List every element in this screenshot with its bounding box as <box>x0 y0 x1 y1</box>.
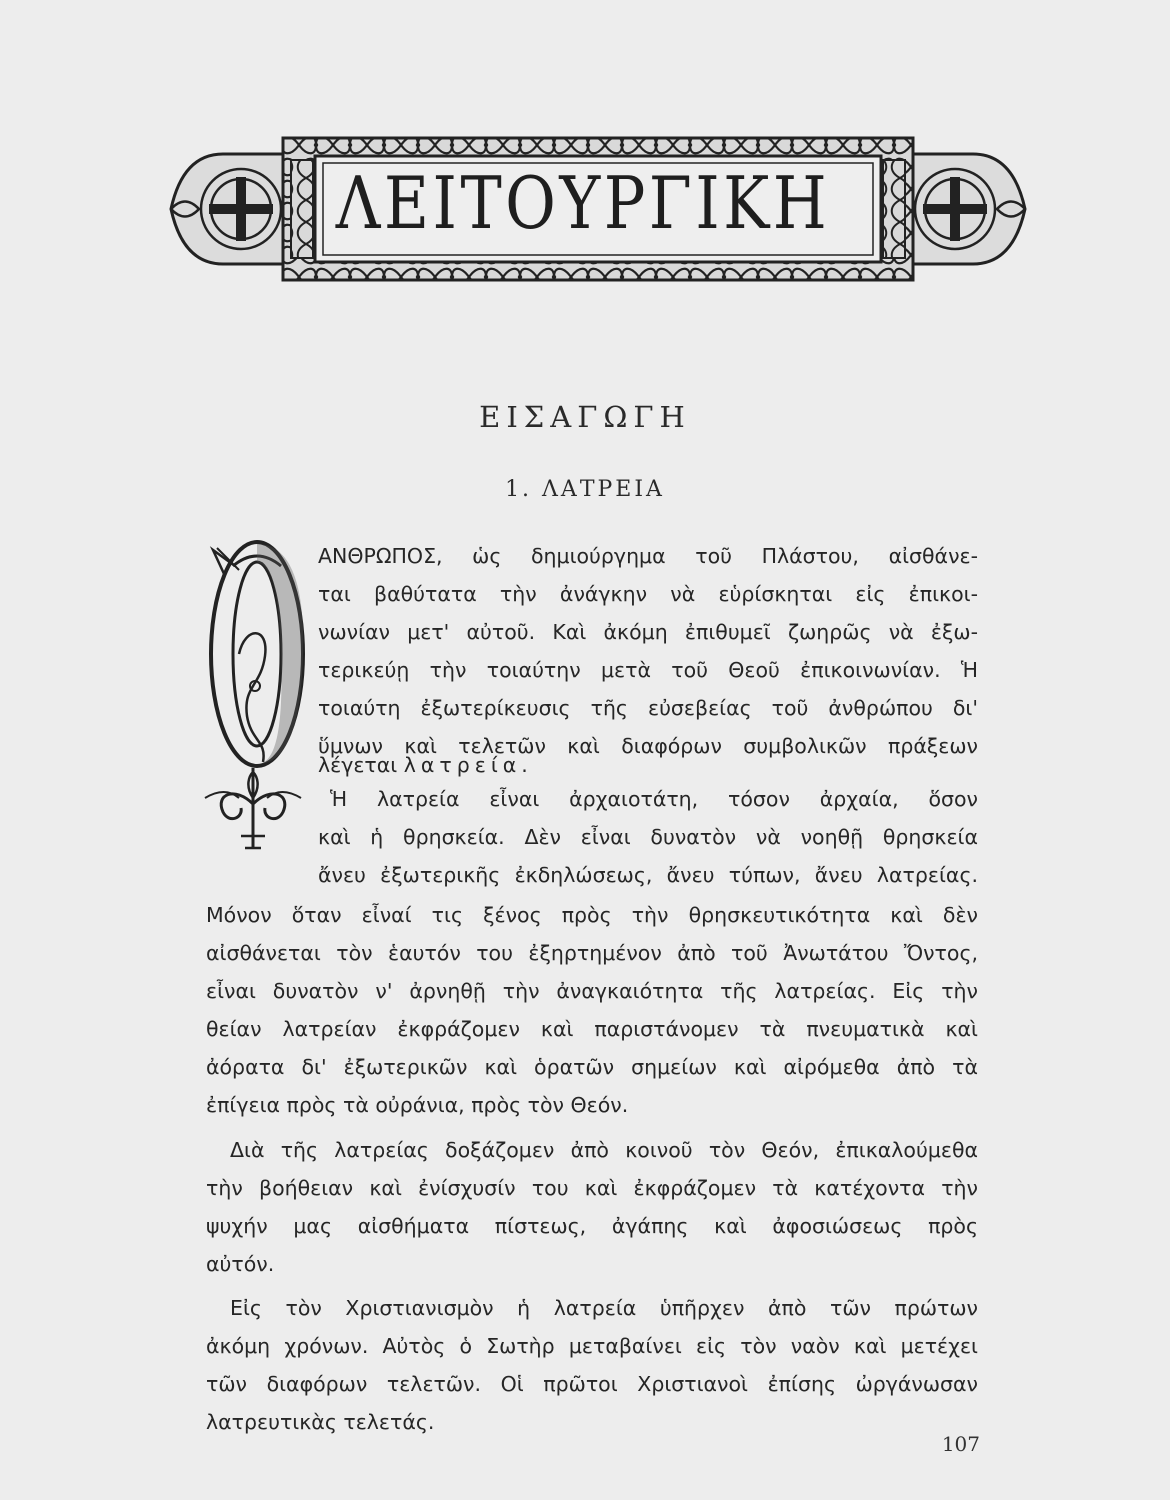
text-fragment: λέγεται <box>318 753 404 777</box>
text-fragment: . <box>521 753 528 777</box>
text-line: τῶν διαφόρων τελετῶν. Οἱ πρῶτοι Χριστιανοὶ ἐπίσης ὠργάνωσαν <box>206 1372 978 1396</box>
text-line: ἀόρατα δι' ἐξωτερικῶν καὶ ὁρατῶν σημείων καὶ αἰρόμεθα ἀπὸ τὰ <box>206 1055 978 1079</box>
text-line: τοιαύτη ἐξωτερίκευσις τῆς εὐσεβείας τοῦ ἀνθρώπου δι' <box>318 696 978 720</box>
text-line: Ἡ λατρεία εἶναι ἀρχαιοτάτη, τόσον ἀρχαία, ὅσον <box>330 787 978 811</box>
text-line: ται βαθύτατα τὴν ἀνάγκην νὰ εὑρίσκηται εἰς ἐπικοι- <box>318 582 978 606</box>
text-line: ψυχήν μας αἰσθήματα πίστεως, ἀγάπης καὶ ἀφοσιώσεως πρὸς <box>206 1214 978 1238</box>
page-number: 107 <box>941 1432 980 1456</box>
text-line: ΑΝΘΡΩΠΟΣ, ὡς δημιούργημα τοῦ Πλάστου, αἰσθάνε- <box>318 544 978 568</box>
text-line: Μόνον ὅταν εἶναί τις ξένος πρὸς τὴν θρησκευτικότητα καὶ δὲν <box>206 903 978 927</box>
text-line: τὴν βοήθειαν καὶ ἐνίσχυσίν του καὶ ἐκφράζομεν τὰ κατέχοντα τὴν <box>206 1176 978 1200</box>
text-line: ἐπίγεια πρὸς τὰ οὐράνια, πρὸς τὸν Θεόν. <box>206 1093 629 1117</box>
text-line: ἄνευ ἐξωτερικῆς ἐκδηλώσεως, ἄνευ τύπων, ἄνευ λατρείας. <box>318 863 978 887</box>
text-line: θείαν λατρείαν ἐκφράζομεν καὶ παριστάνομεν τὰ πνευματικὰ καὶ <box>206 1017 978 1041</box>
text-line-last <box>318 746 978 784</box>
section-title: ΕΙΣΑΓΩΓΗ <box>479 400 691 434</box>
text-line: αἰσθάνεται τὸν ἑαυτόν του ἐξηρτημένον ἀπὸ τοῦ Ἀνωτάτου Ὄντος, <box>206 941 978 965</box>
text-line: Εἰς τὸν Χριστιανισμὸν ἡ λατρεία ὑπῆρχεν ἀπὸ τῶν πρώτων <box>230 1296 978 1320</box>
text-line: ἀκόμη χρόνων. Αὐτὸς ὁ Σωτὴρ μεταβαίνει εἰς τὸν ναὸν καὶ μετέχει <box>206 1334 978 1358</box>
header-title: ΛΕΙΤΟΥΡΓΙΚΗ <box>335 161 831 245</box>
text-line: ὕμνων καὶ τελετῶν καὶ διαφόρων συμβολικῶν πράξεων <box>318 734 978 758</box>
subsection-title: 1. ΛΑΤΡΕΙΑ <box>505 477 665 502</box>
text-line: τερικεύῃ τὴν τοιαύτην μετὰ τοῦ Θεοῦ ἐπικοινωνίαν. Ἡ <box>318 658 978 682</box>
dropcap-ornament <box>195 536 315 866</box>
text-line: Διὰ τῆς λατρείας δοξάζομεν ἀπὸ κοινοῦ τὸν Θεόν, ἐπικαλούμεθα <box>230 1138 978 1162</box>
text-line: καὶ ἡ θρησκεία. Δὲν εἶναι δυνατὸν νὰ νοηθῇ θρησκεία <box>318 825 978 849</box>
text-line: λατρευτικὰς τελετάς. <box>206 1410 435 1434</box>
text-line: αὐτόν. <box>206 1252 275 1276</box>
emphasized-term: λατρεία <box>403 753 522 777</box>
text-line: εἶναι δυνατὸν ν' ἀρνηθῇ τὴν ἀναγκαιότητα τῆς λατρείας. Εἰς τὴν <box>206 979 978 1003</box>
text-line: νωνίαν μετ' αὐτοῦ. Καὶ ἀκόμη ἐπιθυμεῖ ζωηρῶς νὰ ἐξω- <box>318 620 978 644</box>
dropcap-omicron-icon <box>195 536 315 866</box>
